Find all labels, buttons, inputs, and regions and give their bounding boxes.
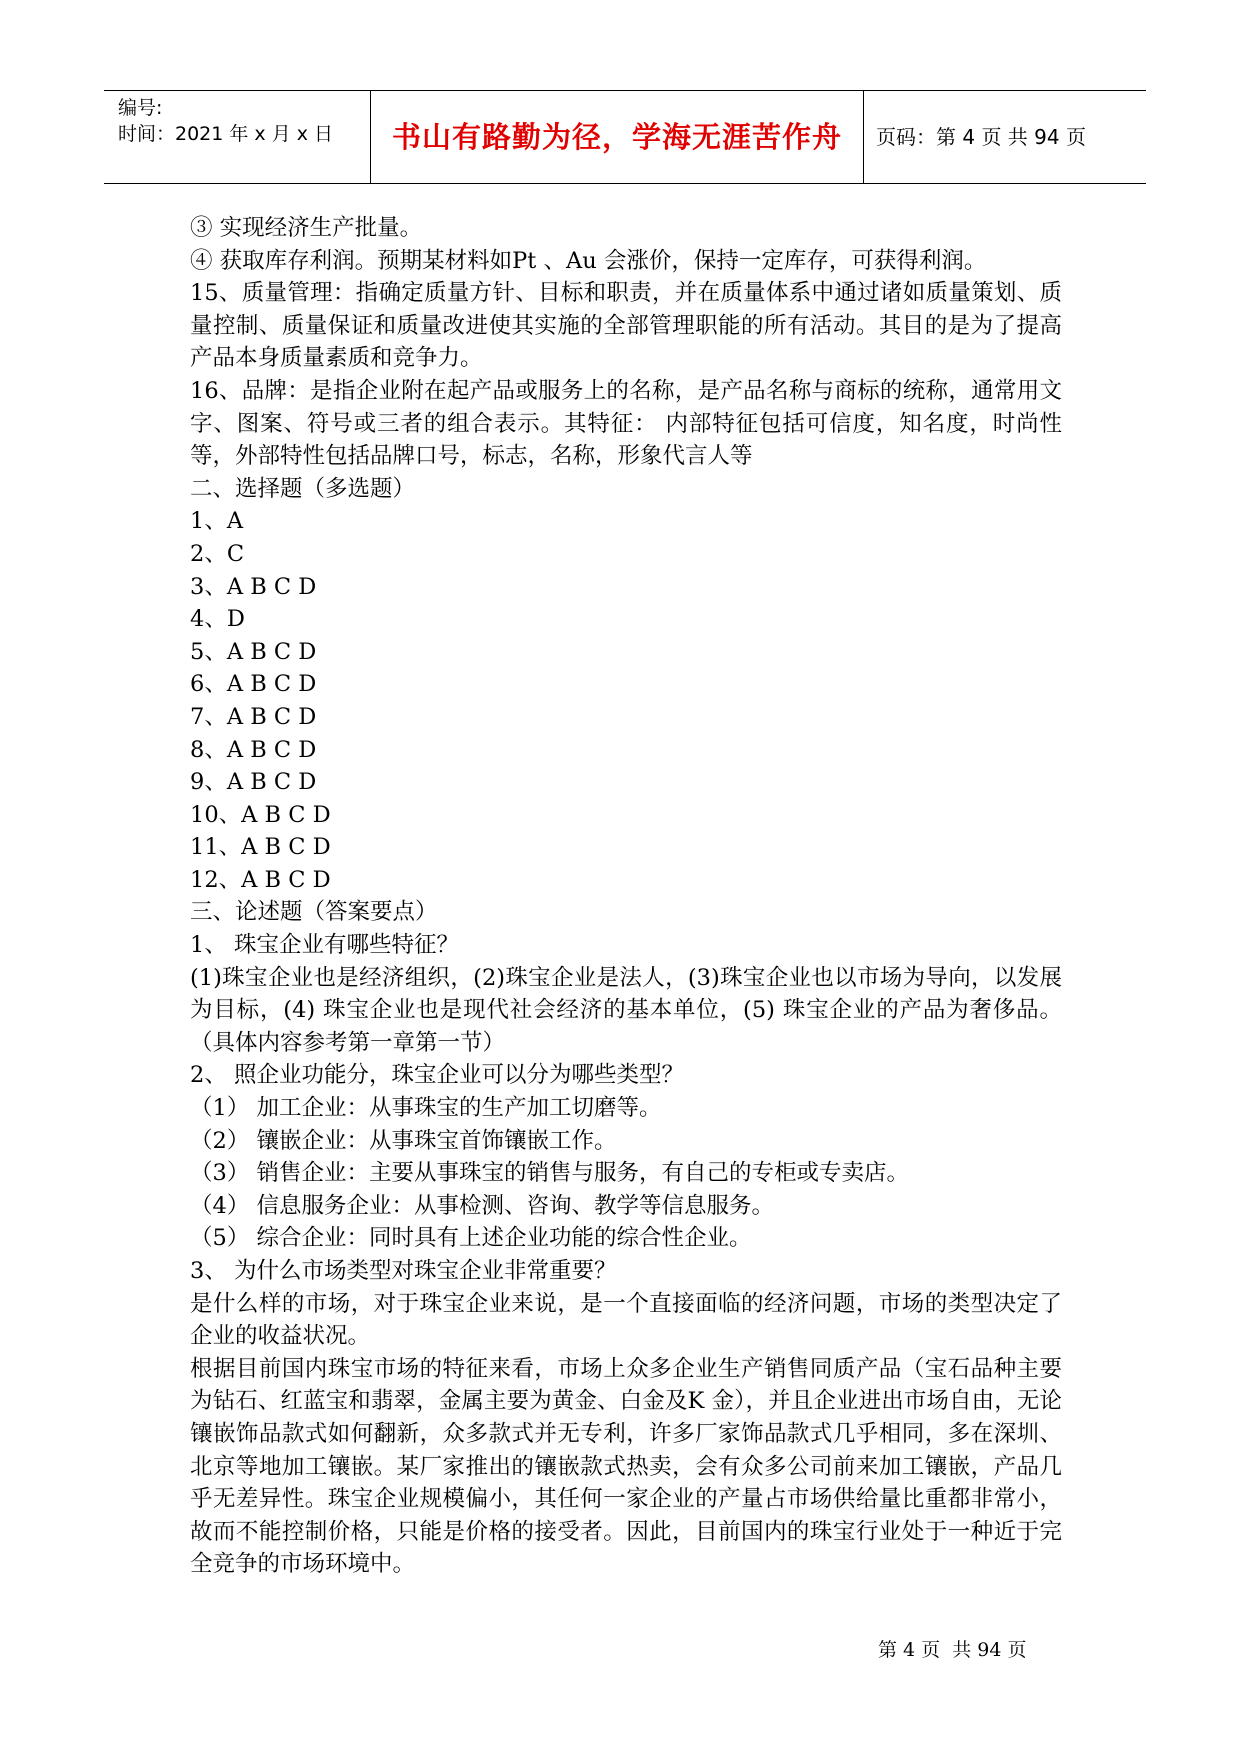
- document-body: [190, 212, 1062, 1581]
- header-divider-left: [370, 91, 371, 183]
- list-item: （1） 加工企业：从事珠宝的生产加工切磨等。: [190, 1095, 662, 1122]
- answer-item: 9、A B C D: [190, 769, 317, 796]
- essay-answer: (1)珠宝企业也是经济组织，(2)珠宝企业是法人，(3)珠宝企业也以市场为导向，以发展为目标，(4) 珠宝企业也是现代社会经济的基本单位，(5) 珠宝企业的产品为奢侈品。（具体内容参考第一章第一节）: [190, 964, 1062, 1056]
- section-heading-choice: 二、选择题（多选题）: [190, 475, 416, 502]
- header-meta: [118, 91, 370, 187]
- header-divider-right: [863, 91, 864, 183]
- answer-item: 5、A B C D: [190, 638, 317, 665]
- list-item: （2） 镶嵌企业：从事珠宝首饰镶嵌工作。: [190, 1127, 617, 1154]
- answer-item: 3、A B C D: [190, 573, 317, 600]
- section-heading-essay: 三、论述题（答案要点）: [190, 899, 438, 926]
- essay-answer: 根据目前国内珠宝市场的特征来看，市场上众多企业生产销售同质产品（宝石品种主要为钻石、红蓝宝和翡翠，金属主要为黄金、白金及K 金），并且企业进出市场自由，无论镶嵌饰品款式如何翻新，众多款式并无专利，许多厂家饰品款式几乎相同，多在深圳、北京等地加工镶嵌。某厂家推出的镶嵌款式热卖，会有众多公司前来加工镶嵌，产品几乎无差异性。珠宝企业规模偏小，其任何一家企业的产量占市场供给量比重都非常小，故而不能控制价格，只能是价格的接受者。因此，目前国内的珠宝行业处于一种近于完全竞争的市场环境中。: [190, 1355, 1062, 1578]
- answer-item: 2、C: [190, 540, 245, 567]
- answer-item: 12、A B C D: [190, 866, 331, 893]
- answer-item: 8、A B C D: [190, 736, 317, 763]
- page-footer: 第 4 页 共 94 页: [878, 1639, 1027, 1661]
- answer-item: 7、A B C D: [190, 703, 317, 730]
- body-line: ④ 获取库存利润。预期某材料如Pt 、Au 会涨价，保持一定库存，可获得利润。: [190, 247, 987, 274]
- answer-item: 1、A: [190, 508, 244, 535]
- list-item: （4） 信息服务企业：从事检测、咨询、教学等信息服务。: [190, 1192, 774, 1219]
- essay-answer: 是什么样的市场，对于珠宝企业来说，是一个直接面临的经济问题，市场的类型决定了企业的收益状况。: [190, 1290, 1062, 1350]
- header-page-code: 页码：第 4 页 共 94 页: [876, 125, 1086, 149]
- answer-item: 6、A B C D: [190, 671, 317, 698]
- answer-item: 4、D: [190, 606, 245, 633]
- essay-question: 2、 照企业功能分，珠宝企业可以分为哪些类型？: [190, 1062, 684, 1089]
- term-quality-management: 15、质量管理：指确定质量方针、目标和职责，并在质量体系中通过诸如质量策划、质量控制、质量保证和质量改进使其实施的全部管理职能的所有活动。其目的是为了提高产品本身质量素质和竞争力。: [190, 280, 1062, 372]
- page-header: [104, 90, 1146, 184]
- list-item: （3） 销售企业：主要从事珠宝的销售与服务，有自己的专柜或专卖店。: [190, 1160, 909, 1187]
- body-line: ③ 实现经济生产批量。: [190, 215, 423, 241]
- document-time: 时间：2021 年 x 月 x 日: [118, 123, 334, 145]
- answer-item: 11、A B C D: [190, 834, 331, 861]
- document-number-label: 编号:: [118, 97, 163, 119]
- answer-item: 10、A B C D: [190, 801, 331, 828]
- list-item: （5） 综合企业：同时具有上述企业功能的综合性企业。: [190, 1225, 752, 1252]
- term-brand: 16、品牌：是指企业附在起产品或服务上的名称，是产品名称与商标的统称，通常用文字、图案、符号或三者的组合表示。其特征： 内部特征包括可信度，知名度，时尚性等，外部特性包括品牌口号，标志，名称，形象代言人等: [190, 377, 1062, 470]
- essay-question: 3、 为什么市场类型对珠宝企业非常重要？: [190, 1258, 617, 1284]
- essay-question: 1、 珠宝企业有哪些特征？: [190, 932, 459, 959]
- header-motto: 书山有路勤为径，学海无涯苦作舟: [391, 120, 842, 154]
